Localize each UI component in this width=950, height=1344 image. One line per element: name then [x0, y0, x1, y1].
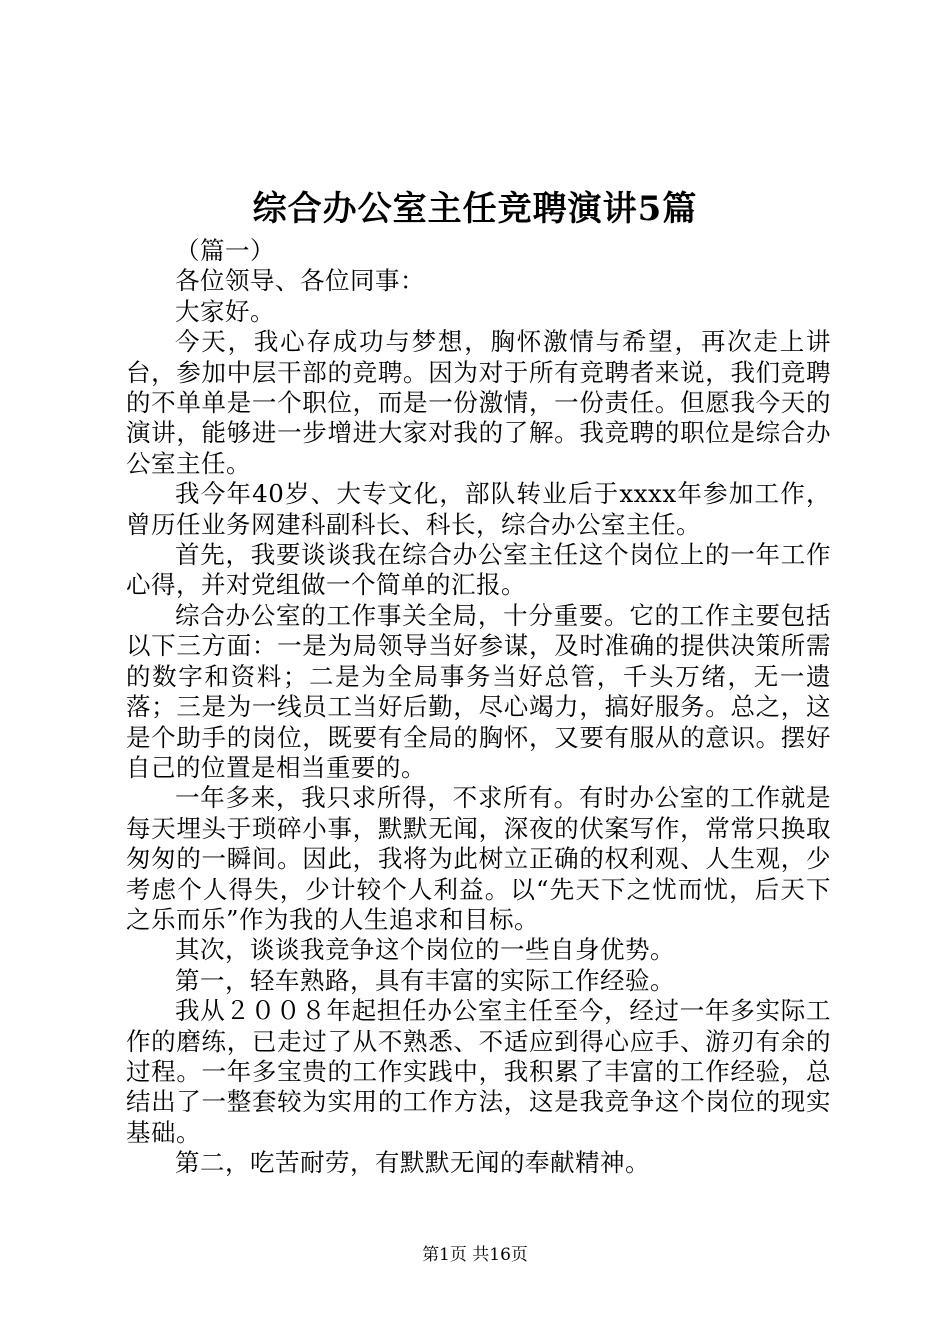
paragraph: 首先，我要谈谈我在综合办公室主任这个岗位上的一年工作心得，并对党组做一个简单的汇报。 [126, 540, 831, 600]
document-title: 综合办公室主任竞聘演讲5篇 [252, 189, 698, 229]
paragraph: 我今年40岁、大专文化，部队转业后于xxxx年参加工作，曾历任业务网建科副科长、科长，综合办公室主任。 [126, 479, 831, 539]
paragraph: 第一，轻车熟路，具有丰富的实际工作经验。 [175, 965, 675, 995]
paragraph: 其次，谈谈我竞争这个岗位的一些自身优势。 [175, 935, 675, 965]
document-body [126, 236, 831, 1179]
paragraph: 我从２００８年起担任办公室主任至今，经过一年多实际工作的磨练，已走过了从不熟悉、不适应到得心应手、游刃有余的过程。一年多宝贵的工作实践中，我积累了丰富的工作经验，总结出了一整套较为实用的工作方法，这是我竞争这个岗位的现实基础。 [126, 996, 831, 1147]
page-number-footer: 第1页 共16页 [422, 1245, 528, 1265]
salutation: 各位领导、各位同事： [175, 266, 425, 296]
paragraph: 今天，我心存成功与梦想，胸怀激情与希望，再次走上讲台，参加中层干部的竞聘。因为对于所有竞聘者来说，我们竞聘的不单单是一个职位，而是一份激情，一份责任。但愿我今天的演讲，能够进一步增进大家对我的了解。我竞聘的职位是综合办公室主任。 [126, 327, 831, 478]
paragraph: 第二，吃苦耐劳，有默默无闻的奉献精神。 [175, 1148, 650, 1178]
section-heading: （篇一） [175, 236, 275, 265]
greeting: 大家好。 [175, 296, 275, 326]
paragraph: 一年多来，我只求所得，不求所有。有时办公室的工作就是每天埋头于琐碎小事，默默无闻，深夜的伏案写作，常常只换取匆匆的一瞬间。因此，我将为此树立正确的权利观、人生观，少考虑个人得失，少计较个人利益。以“先天下之忧而忧，后天下之乐而乐”作为我的人生追求和目标。 [126, 783, 831, 934]
paragraph: 综合办公室的工作事关全局，十分重要。它的工作主要包括以下三方面：一是为局领导当好参谋，及时准确的提供决策所需的数字和资料；二是为全局事务当好总管，千头万绪，无一遗落；三是为一线员工当好后勤，尽心竭力，搞好服务。总之，这是个助手的岗位，既要有全局的胸怀，又要有服从的意识。摆好自己的位置是相当重要的。 [126, 600, 831, 782]
